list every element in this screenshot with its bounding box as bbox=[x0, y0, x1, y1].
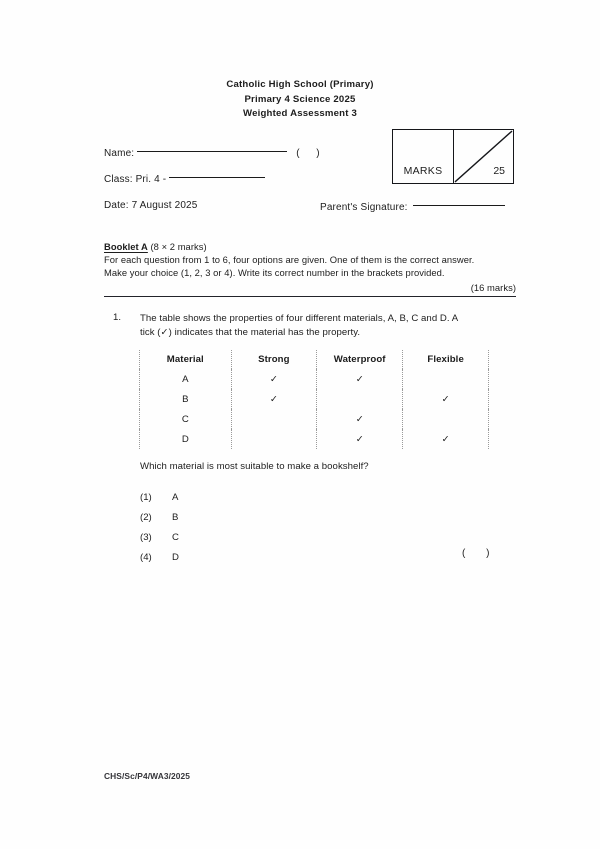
cell-flexible bbox=[403, 429, 489, 449]
option-key: (1) bbox=[140, 492, 152, 503]
header-waterproof: Waterproof bbox=[317, 350, 403, 369]
answer-input-brackets[interactable]: ( ) bbox=[462, 548, 499, 559]
cell-material: A bbox=[140, 369, 232, 389]
tick-icon: ✓ bbox=[355, 373, 364, 385]
cell-material: D bbox=[140, 429, 232, 449]
table-row bbox=[140, 429, 489, 449]
parent-signature-input[interactable] bbox=[413, 205, 505, 206]
header-flexible: Flexible bbox=[403, 350, 489, 369]
tick-icon: ✓ bbox=[355, 413, 364, 425]
option-value: B bbox=[172, 512, 179, 523]
option-2[interactable] bbox=[140, 508, 179, 528]
option-value: C bbox=[172, 532, 179, 543]
option-value: A bbox=[172, 492, 179, 503]
parent-signature-label: Parent's Signature: bbox=[320, 202, 408, 213]
date-field: Date: 7 August 2025 bbox=[104, 200, 198, 211]
booklet-heading-line bbox=[104, 240, 516, 253]
cell-flexible bbox=[403, 369, 489, 389]
name-field bbox=[104, 148, 327, 159]
booklet-marks-note: (16 marks) bbox=[470, 281, 516, 293]
tick-icon: ✓ bbox=[355, 433, 364, 445]
cell-material: B bbox=[140, 389, 232, 409]
table-row bbox=[140, 409, 489, 429]
class-field bbox=[104, 174, 265, 185]
school-name: Catholic High School (Primary) bbox=[226, 79, 374, 90]
exam-title: Primary 4 Science 2025 bbox=[244, 93, 356, 105]
header-strong: Strong bbox=[231, 350, 317, 369]
marks-value-cell bbox=[454, 130, 513, 183]
cell-waterproof bbox=[317, 389, 403, 409]
option-value: D bbox=[172, 552, 179, 563]
name-input[interactable] bbox=[137, 151, 287, 152]
cell-strong bbox=[231, 369, 317, 389]
index-brackets[interactable]: ( ) bbox=[296, 148, 327, 159]
option-key: (4) bbox=[140, 552, 152, 563]
cell-material: C bbox=[140, 409, 232, 429]
document-header bbox=[0, 78, 600, 122]
properties-table bbox=[139, 350, 489, 449]
footer-reference-code: CHS/Sc/P4/WA3/2025 bbox=[104, 771, 191, 781]
cell-strong bbox=[231, 389, 317, 409]
option-key: (3) bbox=[140, 532, 152, 543]
cell-flexible bbox=[403, 389, 489, 409]
booklet-instructions bbox=[104, 240, 516, 294]
header-material: Material bbox=[140, 350, 232, 369]
section-divider bbox=[104, 296, 516, 297]
marks-box bbox=[392, 129, 514, 184]
name-label: Name: bbox=[104, 148, 135, 159]
question-text: The table shows the properties of four different materials, A, B, C and D. A tick (✓) indicates that the material has the property. bbox=[140, 313, 458, 338]
tick-icon: ✓ bbox=[441, 433, 450, 445]
cell-strong bbox=[231, 409, 317, 429]
option-3[interactable] bbox=[140, 528, 179, 548]
marks-label-cell bbox=[393, 130, 454, 183]
parent-signature-field bbox=[320, 202, 505, 213]
option-key: (2) bbox=[140, 512, 152, 523]
booklet-title: Booklet A bbox=[104, 241, 148, 252]
table-row bbox=[140, 369, 489, 389]
class-label: Class: Pri. 4 - bbox=[104, 174, 167, 185]
option-1[interactable] bbox=[140, 488, 179, 508]
tick-icon: ✓ bbox=[269, 373, 278, 385]
instruction-line-1: For each question from 1 to 6, four options are given. One of them is the correct answer. bbox=[104, 254, 475, 266]
question-stem: Which material is most suitable to make a bookshelf? bbox=[140, 461, 369, 472]
option-4[interactable] bbox=[140, 548, 179, 568]
marks-label: MARKS bbox=[403, 165, 443, 177]
cell-waterproof bbox=[317, 409, 403, 429]
cell-flexible bbox=[403, 409, 489, 429]
tick-icon: ✓ bbox=[269, 393, 278, 405]
class-input[interactable] bbox=[169, 177, 265, 178]
instruction-line-2: Make your choice (1, 2, 3 or 4). Write its correct number in the brackets provided. bbox=[104, 267, 445, 279]
assessment-title: Weighted Assessment 3 bbox=[242, 108, 358, 119]
booklet-title-suffix: (8 × 2 marks) bbox=[147, 241, 207, 252]
marks-total: 25 bbox=[493, 165, 505, 177]
table-header-row bbox=[140, 350, 489, 369]
properties-table-body bbox=[140, 369, 489, 449]
table-row bbox=[140, 389, 489, 409]
cell-waterproof bbox=[317, 369, 403, 389]
cell-waterproof bbox=[317, 429, 403, 449]
tick-icon: ✓ bbox=[441, 393, 450, 405]
question-number: 1. bbox=[113, 312, 122, 323]
cell-strong bbox=[231, 429, 317, 449]
answer-options bbox=[140, 488, 179, 568]
